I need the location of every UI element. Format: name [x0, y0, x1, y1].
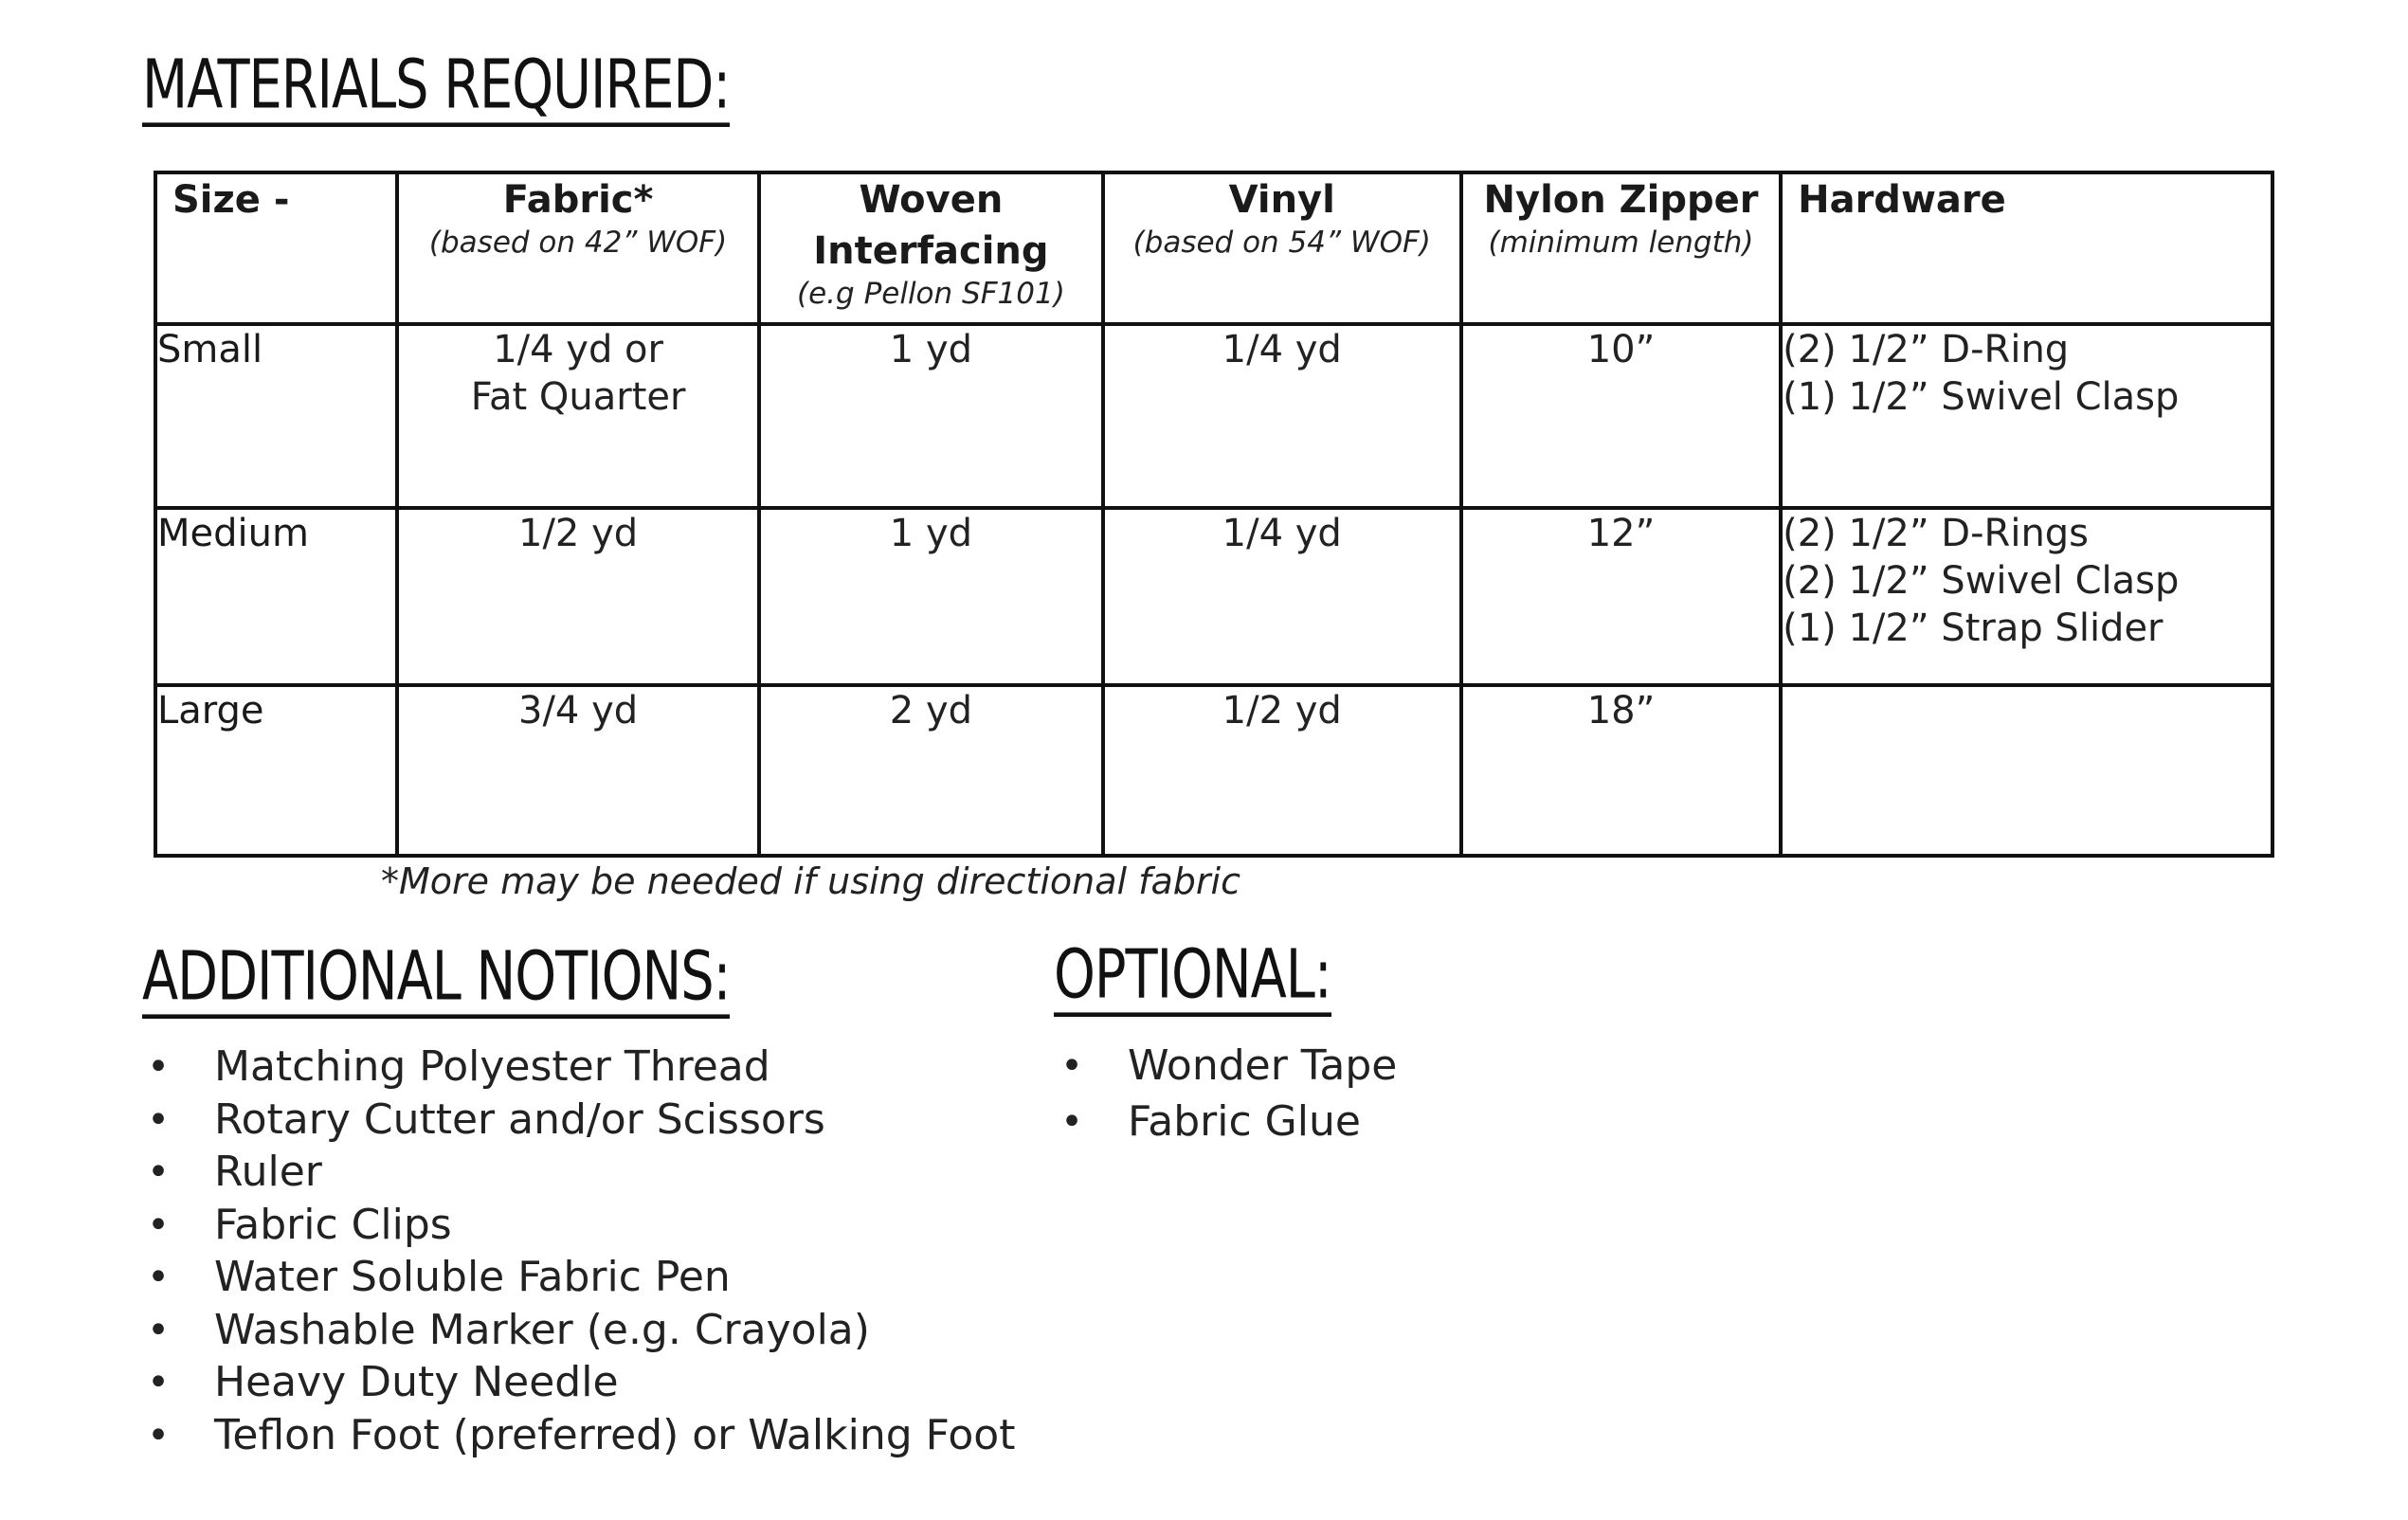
bullet-icon: • [147, 1045, 170, 1089]
header-fabric-subtitle: (based on 42” WOF) [428, 226, 728, 260]
header-vinyl-title: Vinyl [1228, 178, 1335, 222]
list-item [144, 1251, 1015, 1304]
list-item-label: Washable Marker (e.g. Crayola) [214, 1305, 870, 1354]
list-item [1058, 1095, 1397, 1151]
optional-list [1058, 1040, 1397, 1151]
cell-fabric [397, 324, 759, 508]
list-item-label: Water Soluble Fabric Pen [214, 1253, 731, 1301]
list-item [144, 1356, 1015, 1409]
list-item-label: Teflon Foot (preferred) or Walking Foot [214, 1410, 1016, 1459]
list-item-label: Fabric Clips [214, 1200, 452, 1249]
bullet-icon: • [147, 1361, 170, 1404]
cell-woven: 1 yd [759, 324, 1102, 508]
header-size [155, 172, 397, 324]
table-header-row [155, 172, 2272, 324]
row-size-label: Small [155, 324, 397, 508]
cell-hardware [1781, 508, 2272, 685]
list-item [144, 1040, 1015, 1094]
table-row-large [155, 685, 2272, 856]
bullet-icon: • [147, 1097, 170, 1142]
row-size-label: Medium [155, 508, 397, 685]
optional-heading: OPTIONAL: [1054, 941, 1331, 1018]
additional-notions-list [144, 1040, 1015, 1461]
cell-fabric-line2: Fat Quarter [470, 375, 686, 419]
header-hardware-title: Hardware [1798, 178, 2006, 222]
list-item [144, 1409, 1015, 1462]
header-hardware [1781, 172, 2272, 324]
list-item-label: Wonder Tape [1128, 1041, 1398, 1090]
list-item [144, 1146, 1015, 1199]
list-item-label: Rotary Cutter and/or Scissors [214, 1095, 825, 1144]
bullet-icon: • [1060, 1100, 1083, 1144]
list-item [144, 1199, 1015, 1252]
hardware-item: (2) 1/2” Swivel Clasp [1783, 559, 2180, 603]
table-row-small [155, 324, 2272, 508]
header-size-title: Size - [172, 178, 290, 222]
header-nylon-zipper [1461, 172, 1781, 324]
list-item [144, 1304, 1015, 1357]
cell-hardware [1781, 685, 2272, 856]
table-row-medium [155, 508, 2272, 685]
bullet-icon: • [147, 1256, 170, 1299]
list-item-label: Matching Polyester Thread [214, 1042, 770, 1091]
cell-woven: 2 yd [759, 685, 1102, 856]
bullet-icon: • [1060, 1044, 1083, 1088]
directional-fabric-footnote: *More may be needed if using directional fabric [381, 860, 1240, 902]
cell-woven: 1 yd [759, 508, 1102, 685]
cell-fabric-line1: 1/4 yd or [493, 328, 663, 371]
hardware-item: (1) 1/2” Swivel Clasp [1783, 375, 2180, 419]
hardware-item: (2) 1/2” D-Ring [1783, 328, 2070, 371]
list-item [144, 1094, 1015, 1147]
header-woven-title-line1: Woven [859, 178, 1004, 222]
cell-zipper: 12” [1461, 508, 1781, 685]
bullet-icon: • [147, 1308, 170, 1352]
list-item [1058, 1040, 1397, 1095]
header-woven-subtitle: (e.g Pellon SF101) [797, 277, 1065, 311]
cell-vinyl: 1/4 yd [1103, 508, 1461, 685]
header-fabric [397, 172, 759, 324]
header-vinyl [1103, 172, 1461, 324]
header-zipper-subtitle: (minimum length) [1488, 226, 1754, 260]
list-item-label: Heavy Duty Needle [214, 1358, 619, 1406]
cell-fabric: 1/2 yd [397, 508, 759, 685]
cell-zipper: 18” [1461, 685, 1781, 856]
cell-vinyl: 1/2 yd [1103, 685, 1461, 856]
list-item-label: Ruler [214, 1148, 322, 1196]
row-size-label: Large [155, 685, 397, 856]
list-item-label: Fabric Glue [1128, 1097, 1361, 1146]
materials-table [154, 171, 2274, 858]
header-woven-title-line2: Interfacing [813, 229, 1049, 273]
materials-required-heading: MATERIALS REQUIRED: [142, 51, 730, 128]
additional-notions-heading: ADDITIONAL NOTIONS: [142, 943, 730, 1020]
cell-vinyl: 1/4 yd [1103, 324, 1461, 508]
header-vinyl-subtitle: (based on 54” WOF) [1132, 226, 1431, 260]
cell-fabric: 3/4 yd [397, 685, 759, 856]
cell-zipper: 10” [1461, 324, 1781, 508]
header-zipper-title: Nylon Zipper [1483, 178, 1759, 222]
bullet-icon: • [147, 1413, 170, 1457]
bullet-icon: • [147, 1150, 170, 1194]
bullet-icon: • [147, 1203, 170, 1247]
hardware-item: (2) 1/2” D-Rings [1783, 512, 2090, 555]
cell-hardware [1781, 324, 2272, 508]
hardware-item: (1) 1/2” Strap Slider [1783, 606, 2164, 650]
header-fabric-title: Fabric* [502, 178, 654, 222]
header-woven-interfacing [759, 172, 1102, 324]
